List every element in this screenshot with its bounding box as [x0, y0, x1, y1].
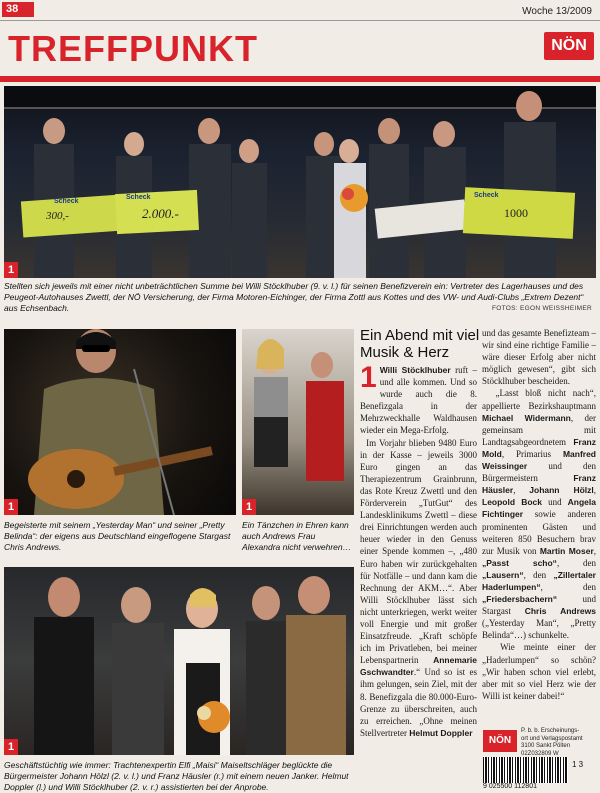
photo-caption: Begeisterte mit seinem „Yesterday Man“ und seiner „Pretty Belinda“: der eigens aus Deutschland eingeflogene Stargast Chris Andrews.	[4, 520, 231, 552]
photo-caption: Stellten sich jeweils mit einer nicht unbeträchtlichen Summe bei Willi Stöcklhuber (9. v. l.) für seinen Benefizverein ein: Vertreter des Lagerhauses und des Peugeot-Autohauses Zwettl, der NÖ Versicherung, der Firma Motoren-Eichinger, der Firma Zottl aus Kottes und des VW- und Audi-Clubs „Extrem Dezent“ aus Echsenbach.	[4, 281, 584, 313]
article-text: ,	[593, 485, 597, 496]
person-name: Michael Widermann	[482, 412, 571, 423]
article-text: („Yesterday Man“, „Pretty Belinda“…) schunkelte.	[482, 618, 596, 641]
article-text: , Primarius	[501, 448, 563, 459]
photo-check-handover-illustration	[4, 86, 596, 278]
top-divider	[0, 20, 600, 21]
person-name: „Lausern“	[482, 569, 524, 580]
article-column-2-text	[482, 328, 596, 701]
person-name: Chris Andrews	[524, 606, 596, 617]
photo-janker	[4, 567, 354, 755]
photo-number: 1	[4, 739, 18, 755]
article-dropcap: 1	[360, 361, 377, 394]
postal-info	[521, 728, 596, 758]
person-name: Willi Stöcklhuber	[379, 365, 451, 375]
article-text: ,	[513, 485, 530, 496]
photo-credit: FOTOS: EGON WEISSHEIMER	[492, 305, 592, 312]
photo-number: 1	[4, 499, 18, 515]
person-name: „Passt scho“	[482, 557, 557, 568]
noen-logo: NÖN	[544, 32, 594, 60]
article-text: , den	[540, 581, 596, 592]
article-column-2	[482, 327, 596, 702]
article-text: , den	[556, 557, 596, 568]
article-text: , der gemeinsam mit Landtagsabgeordnetem	[482, 412, 596, 447]
barcode	[483, 757, 568, 783]
postal-line: 3100 Sankt Pölten	[521, 743, 571, 749]
photo-caption: Ein Tänzchen in Ehren kann auch Andrews Frau Alexandra nicht verwehren…	[242, 520, 352, 552]
person-name: Leopold Bock	[482, 497, 543, 508]
check-label-1: Scheck	[54, 198, 79, 205]
section-title: TREFFPUNKT	[8, 28, 258, 69]
check-amount-1: 300,-	[46, 210, 69, 222]
check-amount-3: 1000	[504, 206, 528, 220]
article-text: , den	[523, 569, 554, 580]
person-name: Angela Fichtinger	[482, 497, 596, 520]
issue-week: Woche 13/2009	[522, 6, 592, 17]
article-headline: Ein Abend mit viel Musik & Herz	[360, 327, 480, 361]
person-name: Franz Mold	[482, 436, 596, 459]
person-name: Johann Hölzl	[529, 485, 594, 496]
photo-caption: Geschäftstüchtig wie immer: Trachtenexpertin Elfi „Maisi“ Maiseltschläger beglückte die Bürgermeister Johann Hölzl (2. v. l.) und Franz Häusler (r.) mit einem neuen Janker. Helmut Doppler (l.) und Willi Stöcklhuber (2. v. r.) assistierten bei der Anprobe.	[4, 760, 349, 792]
photo-chris-andrews	[4, 329, 236, 515]
article-text: sowie anderen prominenten Gästen und weiteren 850 Besuchern brav zur Musik von	[482, 509, 596, 556]
article-text: ruft – und alle kommen. Und so wurde auch die 8. Benefizgala in der Mehrzweckhalle Waldhausen wieder ein Mega-Erfolg.	[360, 365, 477, 436]
postal-line: 02Z032809 W	[521, 750, 559, 757]
postal-line: ort und Verlagspostamt	[521, 735, 583, 742]
person-name: Helmut Doppler	[409, 727, 473, 738]
article-text: „Lasst bloß nicht nach“, appellierte Bezirkshauptmann	[482, 388, 596, 411]
article-text: .“ Und so ist es ihm gelungen, sein Ziel, mit der 8. Benefizgala die 80.000-Euro-Grenze zu überschreiten, auch zu erreichen. „Ohne meinen Stellvertreter	[360, 667, 477, 738]
person-name: Martin Moser	[539, 545, 594, 556]
article-text: und den Bürgermeistern	[482, 461, 596, 484]
person-name: „Friedersbachern“	[482, 594, 558, 605]
photo-janker-illustration	[4, 567, 354, 755]
person-name: „Zillertaler Haderlumpen“	[482, 569, 596, 592]
person-name: Franz Häusler	[482, 473, 596, 496]
photo-dance-illustration	[242, 329, 354, 515]
photo-number: 1	[4, 262, 18, 278]
page-number: 38	[2, 2, 34, 17]
barcode-number: 9 025500 112801	[483, 783, 537, 790]
photo-dance	[242, 329, 354, 515]
section-bar	[0, 76, 600, 82]
check-amount-2: 2.000.-	[142, 206, 179, 221]
article-text: und Stargast	[482, 594, 596, 617]
photo-check-handover	[4, 86, 596, 278]
check-label-2: Scheck	[126, 194, 151, 201]
photo-number: 1	[242, 499, 256, 515]
article-text: Wie meinte einer der „Haderlumpen“ so schön? „Wir haben schon viel erlebt, aber mit so viel Herz wie der Willi ist keiner dabei!“	[482, 642, 596, 701]
photo-chris-andrews-illustration	[4, 329, 236, 515]
article-text: und	[542, 497, 568, 508]
article-text: Im Vorjahr blieben 9480 Euro in der Kasse – jeweils 3000 Euro gingen an das Therapiezentrum Grainbrunn, das Rote Kreuz Zwettl und den Förderverein „TutGut“ des Landesklinikums Zwettl – diese drei Einrichtungen werden auch heuer wieder in den Genuss einer Spende kommen –, „480 Euro haben wir zurückgehalten für Notfälle – und dann kam die Rechnung der AKM…“. Aber Willi Stöcklhuber lässt sich nicht unterkriegen, werkt weiter voll Energie und mit großer Einsatzfreude. „Kraft schöpfe ich im Privatleben, bei meiner Lebenspartnerin	[360, 437, 478, 666]
article-column-1	[360, 361, 478, 739]
noen-footer-logo: NÖN	[483, 730, 517, 752]
issue-number: 1 3	[572, 760, 584, 769]
check-label-3: Scheck	[474, 192, 499, 199]
person-name: Annemarie Gschwandter	[360, 655, 477, 678]
article-text: und das gesamte Benefizteam – wir sind eine richtige Familie – wäre dieser Erfolg aber nicht möglich gewesen“, gibt sich Stöcklhuber bescheiden.	[482, 328, 596, 387]
person-name: Manfred Weissinger	[482, 448, 596, 472]
article-text: ,	[593, 545, 596, 556]
article-column-1-text	[360, 361, 478, 738]
postal-line: P. b. b. Erscheinungs-	[521, 728, 580, 734]
